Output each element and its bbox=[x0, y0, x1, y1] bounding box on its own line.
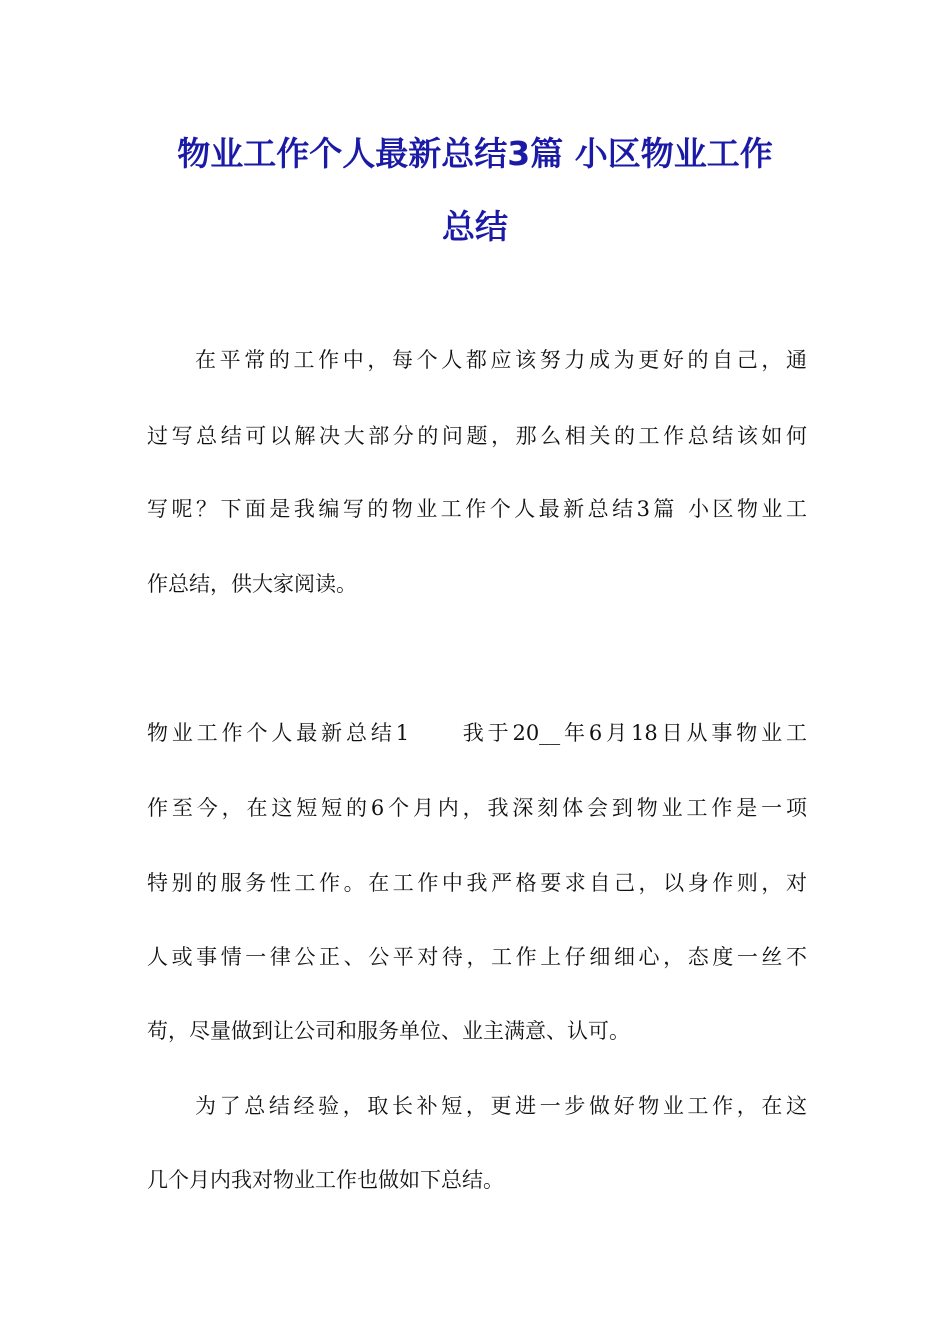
intro-line-1: 在平常的工作中，每个人都应该努力成为更好的自己，通 bbox=[195, 348, 807, 372]
section2-line-2: 几个月内我对物业工作也做如下总结。 bbox=[147, 1168, 504, 1192]
section2-line-1: 为了总结经验，取长补短，更进一步做好物业工作，在这 bbox=[195, 1094, 807, 1118]
document-title-line-2: 总结 bbox=[442, 207, 508, 246]
section1-line-5: 苟，尽量做到让公司和服务单位、业主满意、认可。 bbox=[147, 1019, 630, 1043]
intro-line-4: 作总结，供大家阅读。 bbox=[147, 572, 357, 596]
section1-line-2: 作至今，在这短短的6个月内，我深刻体会到物业工作是一项 bbox=[147, 796, 807, 820]
section1-line-1: 物业工作个人最新总结1 我于20__年6月18日从事物业工 bbox=[147, 721, 807, 745]
intro-line-3: 写呢？下面是我编写的物业工作个人最新总结3篇 小区物业工 bbox=[147, 497, 807, 521]
intro-line-2: 过写总结可以解决大部分的问题，那么相关的工作总结该如何 bbox=[147, 424, 807, 448]
document-title-line-1: 物业工作个人最新总结3篇 小区物业工作 bbox=[177, 134, 773, 173]
section1-line-4: 人或事情一律公正、公平对待，工作上仔细细心，态度一丝不 bbox=[147, 945, 807, 969]
section1-line-3: 特别的服务性工作。在工作中我严格要求自己，以身作则，对 bbox=[147, 871, 807, 895]
